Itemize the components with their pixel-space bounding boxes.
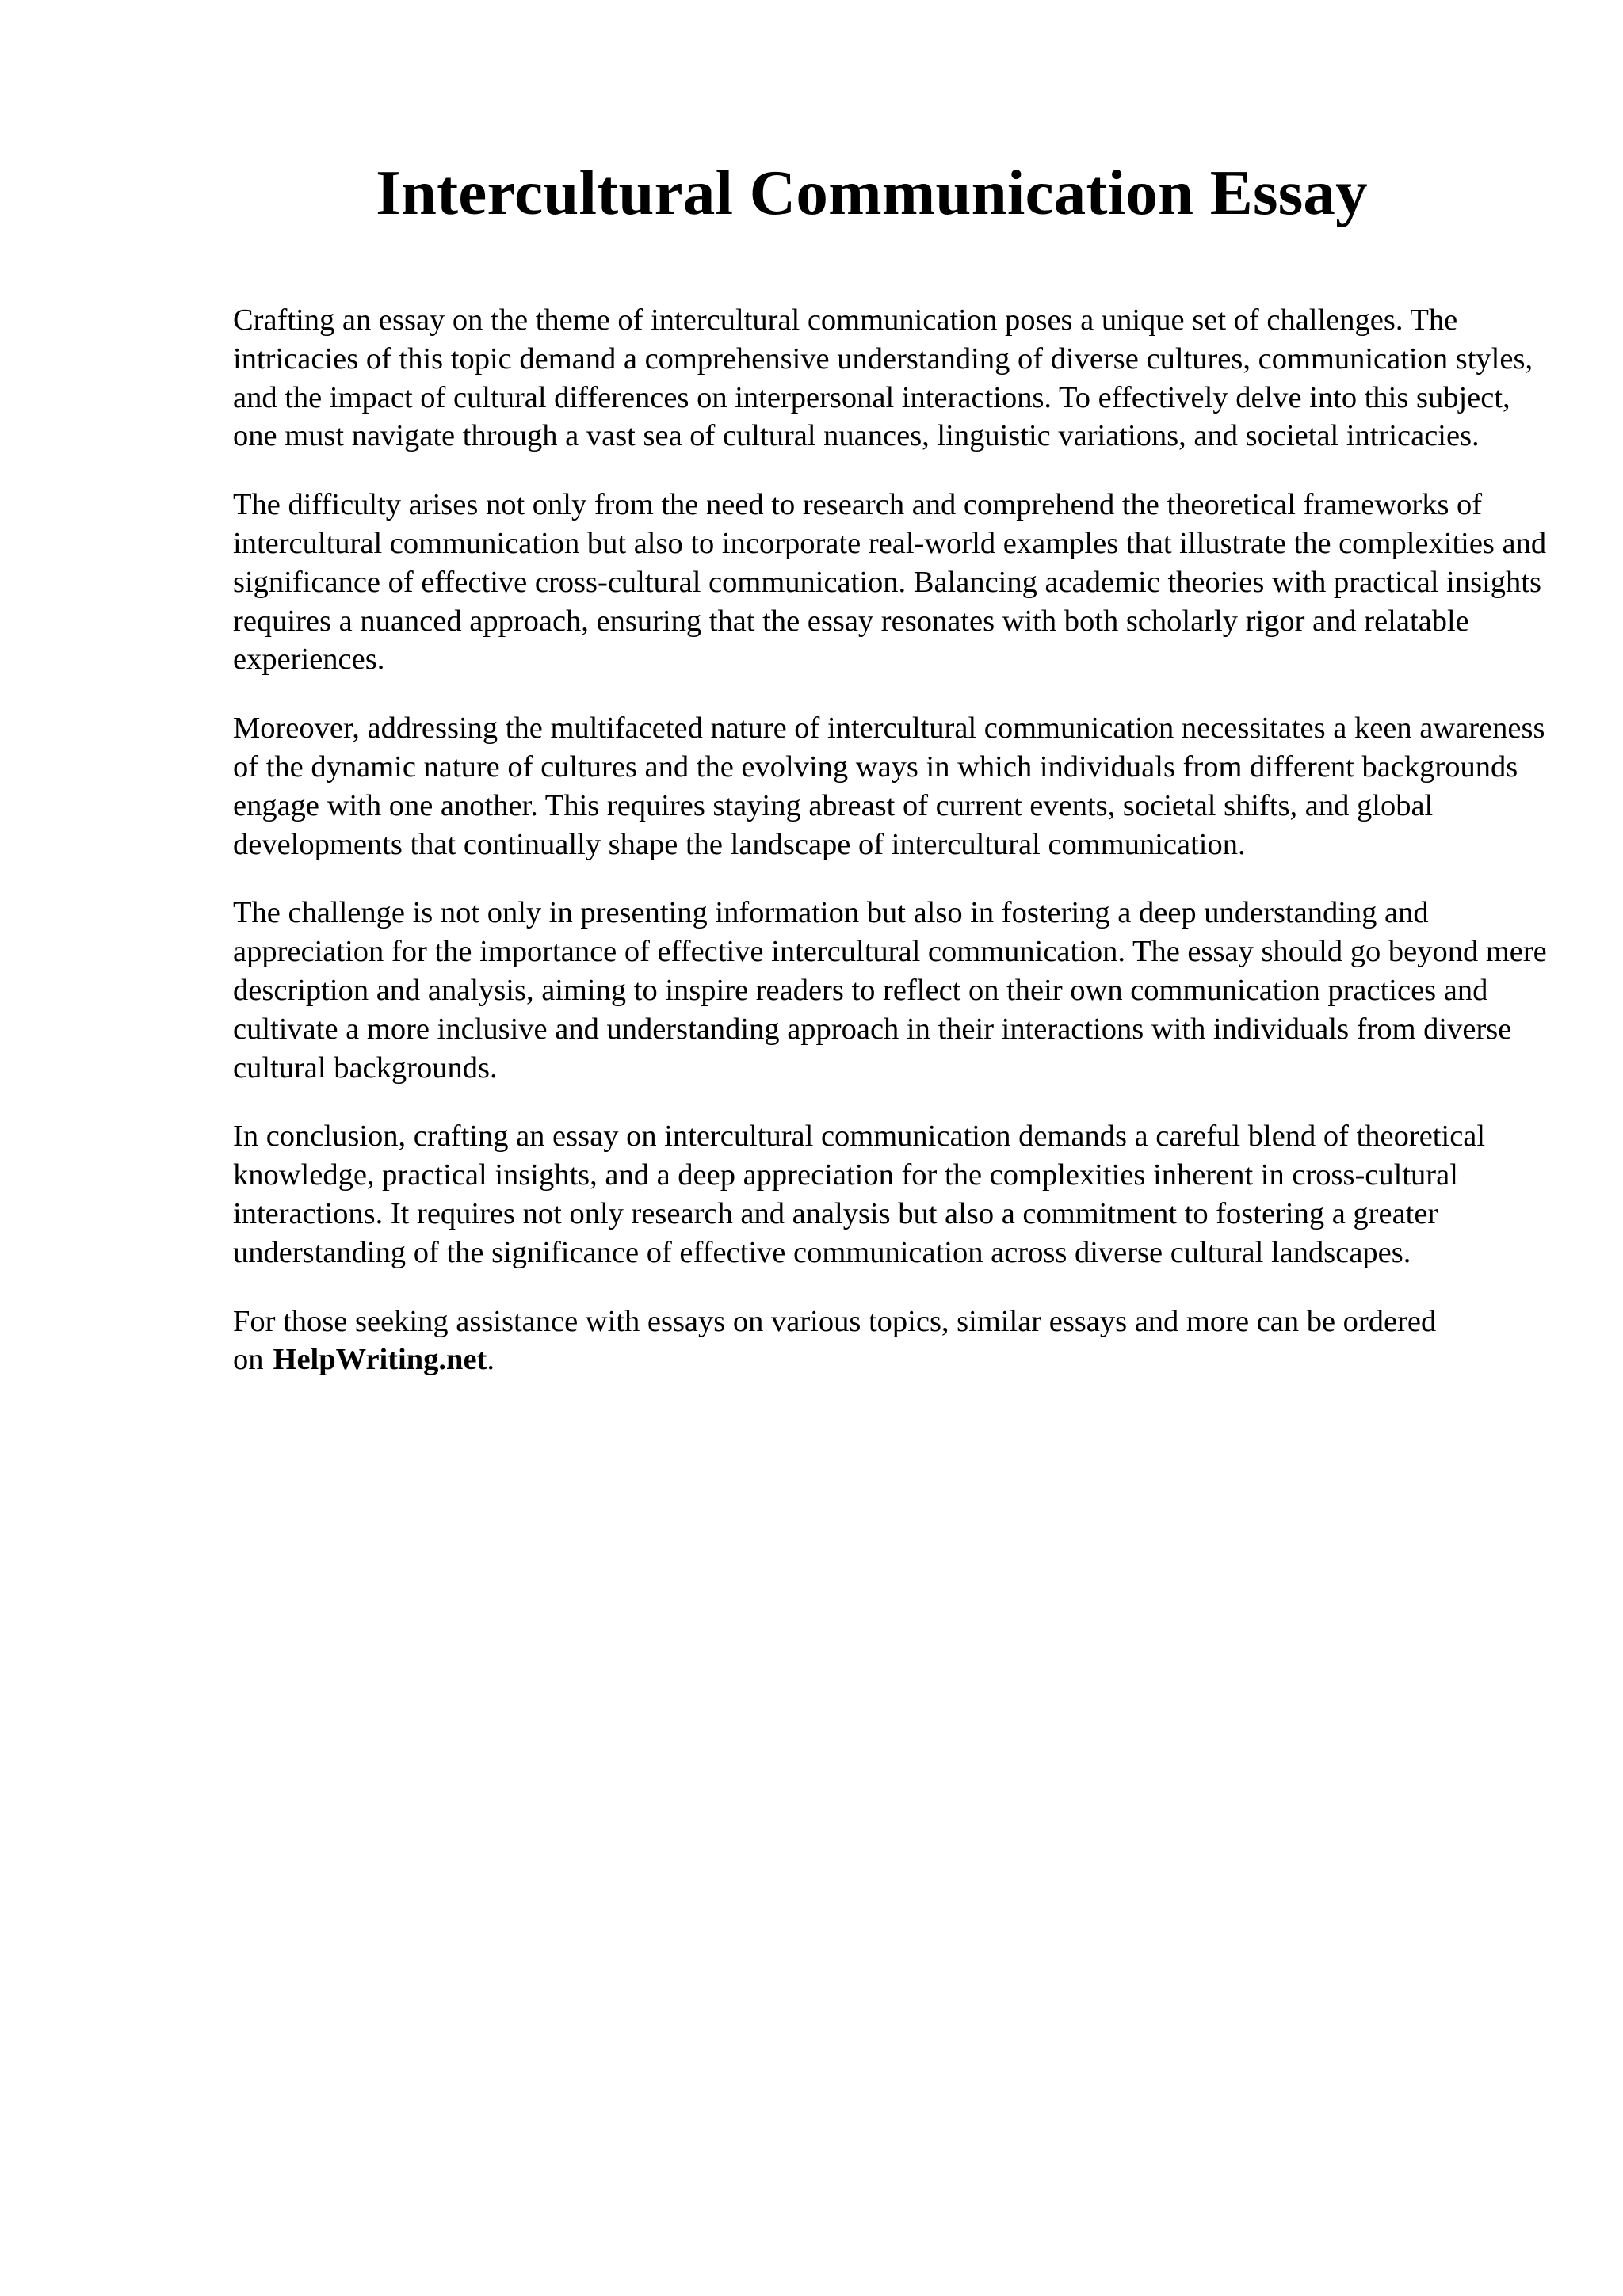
closing-paragraph: [233, 1302, 1549, 1380]
paragraph-2: The difficulty arises not only from the need to research and comprehend the theoretical frameworks of intercultural communication but also to incorporate real-world examples that illustrate the complexities and significance of effective cross-cultural communication. Balancing academic theories with practical insights requires a nuanced approach, ensuring that the essay resonates with both scholarly rigor and relatable experiences.: [233, 488, 1547, 677]
helpwriting-brand: HelpWriting.net: [273, 1343, 487, 1377]
closing-period: .: [487, 1343, 495, 1377]
paragraph-3: Moreover, addressing the multifaceted nature of intercultural communication necessitates a keen awareness of the dynamic nature of cultures and the evolving ways in which individuals from different backgrounds engage with one another. This requires staying abreast of current events, societal shifts, and global developments that continually shape the landscape of intercultural communication.: [233, 711, 1545, 861]
paragraph-1: Crafting an essay on the theme of intercultural communication poses a unique set of challenges. The intricacies of this topic demand a comprehensive understanding of diverse cultures, communication styles, and the impact of cultural differences on interpersonal interactions. To effectively delve into this subject, one must navigate through a vast sea of cultural nuances, linguistic variations, and societal intricacies.: [233, 303, 1533, 453]
essay-body: [233, 301, 1549, 1409]
paragraph-4: The challenge is not only in presenting information but also in fostering a deep understanding and appreciation for the importance of effective intercultural communication. The essay should go beyond mere description and analysis, aiming to inspire readers to reflect on their own communication practices and cultivate a more inclusive and understanding approach in their interactions with individuals from diverse cultural backgrounds.: [233, 896, 1547, 1085]
closing-text: For those seeking assistance with essays on various topics, similar essays and more can be ordered on: [233, 1304, 1437, 1377]
paragraph-5: In conclusion, crafting an essay on intercultural communication demands a careful blend of theoretical knowledge, practical insights, and a deep appreciation for the complexities inherent in cross-cultural interactions. It requires not only research and analysis but also a commitment to fostering a greater understanding of the significance of effective communication across diverse cultural landscapes.: [233, 1119, 1486, 1269]
page-title: Intercultural Communication Essay: [376, 157, 1368, 228]
